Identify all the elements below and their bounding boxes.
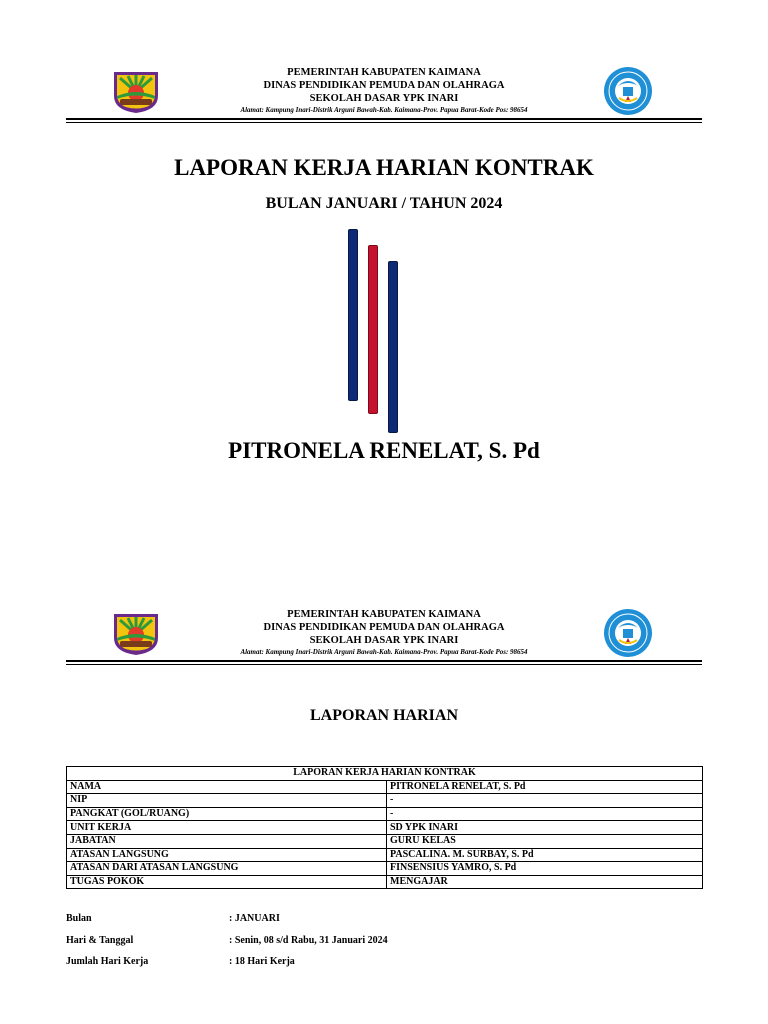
table-row	[67, 794, 703, 808]
kaimana-regency-emblem-icon	[108, 608, 164, 656]
letterhead-line-government: PEMERINTAH KABUPATEN KAIMANA	[287, 609, 481, 620]
decorative-bar-middle	[368, 245, 378, 414]
letterhead-text	[166, 608, 602, 657]
decorative-bar-right	[388, 261, 398, 433]
letterhead-line-department: DINAS PENDIDIKAN PEMUDA DAN OLAHRAGA	[263, 80, 505, 91]
row-label: TUGAS POKOK	[67, 875, 387, 889]
row-label: JABATAN	[67, 834, 387, 848]
meta-month-value: : JANUARI	[229, 913, 280, 924]
tut-wuri-handayani-icon	[601, 66, 655, 116]
letterhead-text	[166, 66, 602, 115]
meta-month-label: Bulan	[66, 913, 92, 924]
row-label: UNIT KERJA	[67, 821, 387, 835]
meta-date-label: Hari & Tanggal	[66, 935, 134, 946]
meta-date-value: : Senin, 08 s/d Rabu, 31 Januari 2024	[229, 935, 388, 946]
cover-subtitle: BULAN JANUARI / TAHUN 2024	[265, 195, 503, 212]
section-title: LAPORAN HARIAN	[310, 707, 458, 724]
letterhead-rule-thick	[66, 660, 702, 662]
decorative-bar-left	[348, 229, 358, 401]
kaimana-regency-emblem-icon	[108, 66, 164, 114]
letterhead-second	[66, 608, 702, 670]
meta-work-days-label: Jumlah Hari Kerja	[66, 956, 149, 967]
tut-wuri-handayani-icon	[601, 608, 655, 658]
table-row	[67, 848, 703, 862]
row-value: FINSENSIUS YAMRO, S. Pd	[387, 862, 703, 876]
row-label: ATASAN LANGSUNG	[67, 848, 387, 862]
decorative-bars	[344, 226, 404, 436]
table-row	[67, 875, 703, 889]
cover-person-name: PITRONELA RENELAT, S. Pd	[228, 438, 540, 463]
table-row	[67, 807, 703, 821]
row-value: GURU KELAS	[387, 834, 703, 848]
row-value: PITRONELA RENELAT, S. Pd	[387, 780, 703, 794]
letterhead-line-school: SEKOLAH DASAR YPK INARI	[309, 93, 459, 104]
table-row	[67, 821, 703, 835]
row-value: -	[387, 794, 703, 808]
meta-work-days-value: : 18 Hari Kerja	[229, 956, 295, 967]
row-label: NIP	[67, 794, 387, 808]
letterhead-line-government: PEMERINTAH KABUPATEN KAIMANA	[287, 67, 481, 78]
row-value: SD YPK INARI	[387, 821, 703, 835]
row-value: PASCALINA. M. SURBAY, S. Pd	[387, 848, 703, 862]
letterhead-address: Alamat: Kampung Inari-Distrik Arguni Bawah-Kab. Kaimana-Prov. Papua Barat-Kode Pos: 98654	[240, 106, 528, 114]
employee-info-table	[66, 766, 703, 889]
row-label: PANGKAT (GOL/RUANG)	[67, 807, 387, 821]
row-value: MENGAJAR	[387, 875, 703, 889]
table-header: LAPORAN KERJA HARIAN KONTRAK	[67, 767, 703, 781]
letterhead-line-department: DINAS PENDIDIKAN PEMUDA DAN OLAHRAGA	[263, 622, 505, 633]
table-row	[67, 862, 703, 876]
table-header-row	[67, 767, 703, 781]
letterhead-rule-thick	[66, 118, 702, 120]
letterhead-line-school: SEKOLAH DASAR YPK INARI	[309, 635, 459, 646]
row-value: -	[387, 807, 703, 821]
row-label: NAMA	[67, 780, 387, 794]
letterhead-address: Alamat: Kampung Inari-Distrik Arguni Bawah-Kab. Kaimana-Prov. Papua Barat-Kode Pos: 98654	[240, 648, 528, 656]
letterhead-top	[66, 66, 702, 128]
cover-title: LAPORAN KERJA HARIAN KONTRAK	[174, 155, 594, 180]
letterhead-rule-thin	[66, 664, 702, 665]
row-label: ATASAN DARI ATASAN LANGSUNG	[67, 862, 387, 876]
table-row	[67, 780, 703, 794]
table-row	[67, 834, 703, 848]
letterhead-rule-thin	[66, 122, 702, 123]
